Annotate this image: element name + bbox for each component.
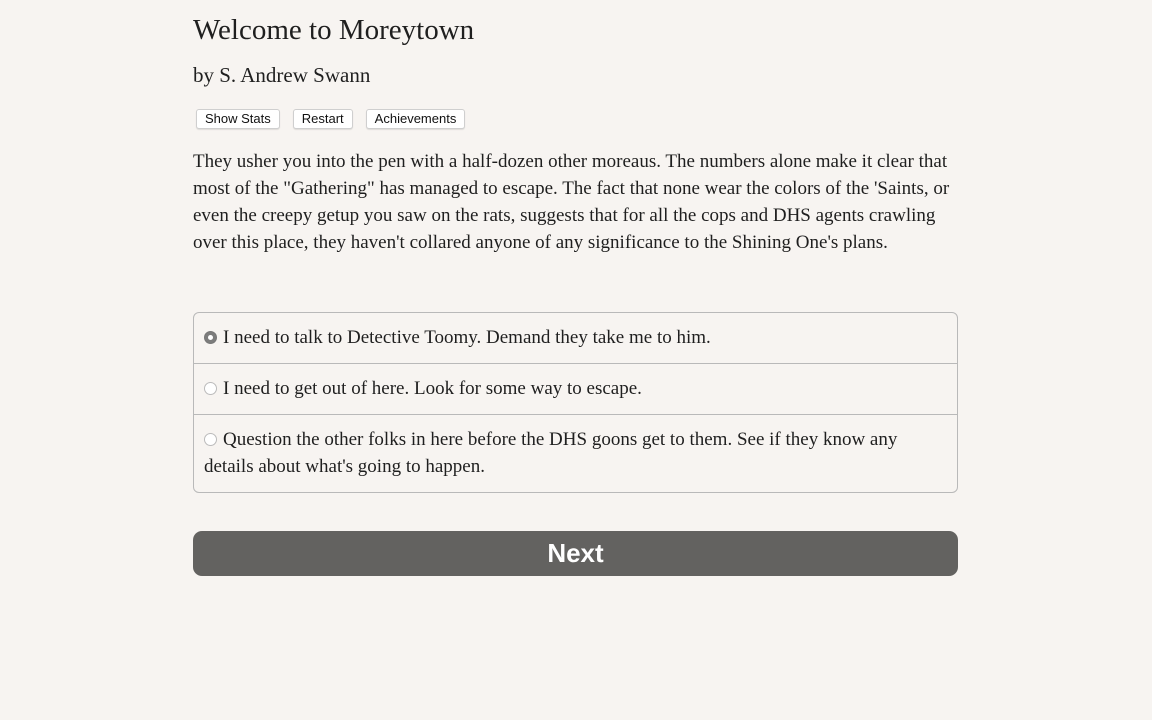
story-text: They usher you into the pen with a half-dozen other moreaus. The numbers alone make it clear that most of the "Gathering" has managed to escape. The fact that none wear the colors of the 'Saints, or even the creepy getup you saw on the rats, suggests that for all the cops and DHS agents crawling over this place, they haven't collared anyone of any significance to the Shining One's plans. <box>193 151 950 253</box>
restart-button[interactable]: Restart <box>293 109 353 129</box>
show-stats-button[interactable]: Show Stats <box>196 109 280 129</box>
choice-label: Question the other folks in here before the DHS goons get to them. See if they know any details about what's going to happen. <box>204 429 898 477</box>
radio-icon[interactable] <box>204 433 217 446</box>
choice-label: I need to get out of here. Look for some way to escape. <box>223 378 642 399</box>
toolbar <box>196 109 465 129</box>
achievements-button[interactable]: Achievements <box>366 109 466 129</box>
choice-option[interactable] <box>194 313 957 363</box>
author-byline: by S. Andrew Swann <box>193 63 371 87</box>
next-button[interactable]: Next <box>193 531 958 576</box>
choice-label: I need to talk to Detective Toomy. Demand they take me to him. <box>223 327 711 348</box>
choice-option[interactable] <box>194 414 957 492</box>
radio-icon[interactable] <box>204 382 217 395</box>
radio-selected-icon[interactable] <box>204 331 217 344</box>
choice-option[interactable] <box>194 363 957 414</box>
choice-list <box>193 312 958 493</box>
page-title: Welcome to Moreytown <box>193 14 475 46</box>
